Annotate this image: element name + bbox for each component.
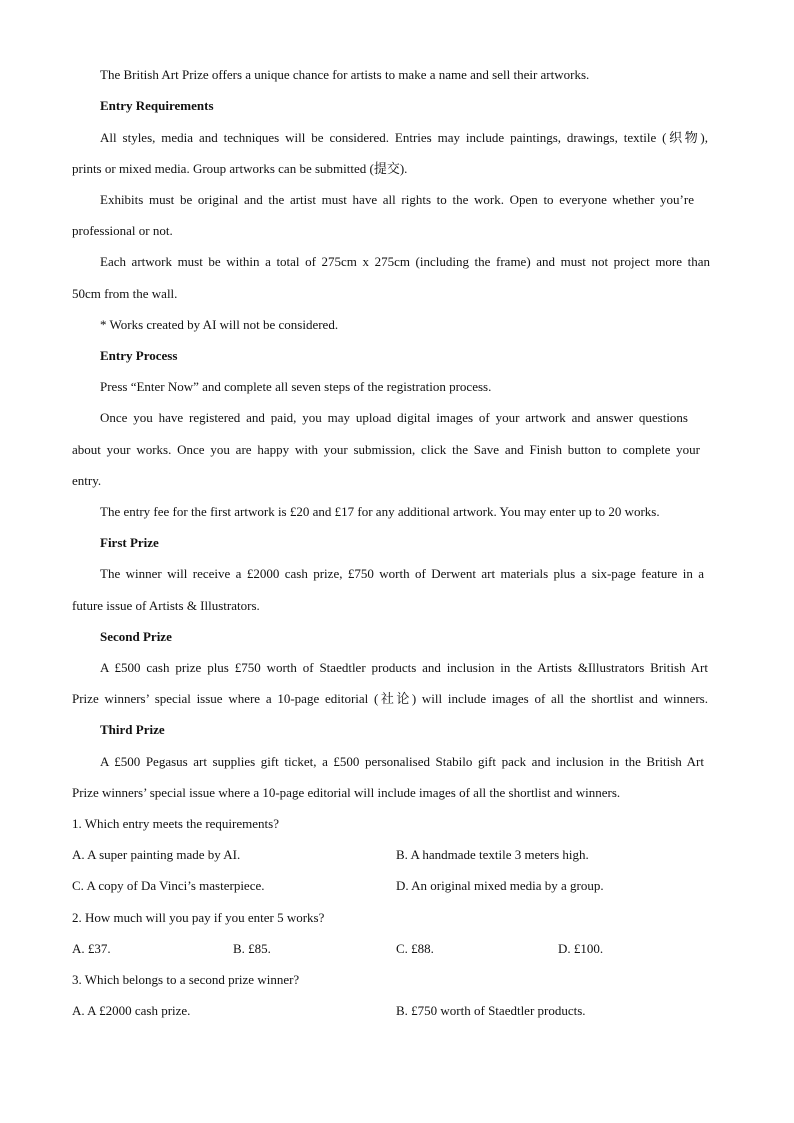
process-paragraph-2-line-1: Once you have registered and paid, you may upload digital images of your artwork and answer questions <box>100 410 688 425</box>
question-1-option-b: B. A handmade textile 3 meters high. <box>396 847 589 862</box>
question-1-option-c: C. A copy of Da Vinci’s masterpiece. <box>72 878 265 893</box>
question-3-stem: 3. Which belongs to a second prize winner? <box>72 972 300 987</box>
second-prize-line-1: A £500 cash prize plus £750 worth of Staedtler products and inclusion in the Artists &Illustrators British Art <box>100 660 708 675</box>
process-paragraph-2-line-2: about your works. Once you are happy with your submission, click the Save and Finish button to complete your <box>72 442 700 457</box>
requirements-paragraph-2-line-2: professional or not. <box>72 223 173 238</box>
question-2-stem: 2. How much will you pay if you enter 5 works? <box>72 910 325 925</box>
entry-process-heading: Entry Process <box>100 348 178 363</box>
question-1-option-d: D. An original mixed media by a group. <box>396 878 604 893</box>
question-2-option-b: B. £85. <box>233 941 271 956</box>
requirements-paragraph-1-line-2: prints or mixed media. Group artworks can be submitted (提交). <box>72 161 408 176</box>
question-3-option-b: B. £750 worth of Staedtler products. <box>396 1003 586 1018</box>
process-paragraph-2-line-3: entry. <box>72 473 102 488</box>
third-prize-heading: Third Prize <box>100 722 165 737</box>
first-prize-line-2: future issue of Artists & Illustrators. <box>72 598 260 613</box>
question-1-option-a: A. A super painting made by AI. <box>72 847 241 862</box>
intro-paragraph: The British Art Prize offers a unique chance for artists to make a name and sell their artworks. <box>100 67 590 82</box>
second-prize-line-2: Prize winners’ special issue where a 10-page editorial (社论) will include images of all the shortlist and winners. <box>72 691 708 706</box>
question-2-option-c: C. £88. <box>396 941 434 956</box>
question-1-stem: 1. Which entry meets the requirements? <box>72 816 279 831</box>
question-2-option-d: D. £100. <box>558 941 604 956</box>
third-prize-line-2: Prize winners’ special issue where a 10-page editorial will include images of all the shortlist and winners. <box>72 785 621 800</box>
requirements-paragraph-2-line-1: Exhibits must be original and the artist must have all rights to the work. Open to everyone whether you’re <box>100 192 694 207</box>
first-prize-line-1: The winner will receive a £2000 cash prize, £750 worth of Derwent art materials plus a six-page feature in a <box>100 566 704 581</box>
first-prize-heading: First Prize <box>100 535 159 550</box>
process-paragraph-1: Press “Enter Now” and complete all seven steps of the registration process. <box>100 379 492 394</box>
ai-works-note: * Works created by AI will not be considered. <box>100 317 339 332</box>
third-prize-line-1: A £500 Pegasus art supplies gift ticket, a £500 personalised Stabilo gift pack and inclusion in the British Art <box>100 754 704 769</box>
question-3-option-a: A. A £2000 cash prize. <box>72 1003 191 1018</box>
second-prize-heading: Second Prize <box>100 629 172 644</box>
requirements-paragraph-1-line-1: All styles, media and techniques will be considered. Entries may include paintings, drawings, textile (织物), <box>100 130 708 145</box>
requirements-paragraph-3-line-1: Each artwork must be within a total of 275cm x 275cm (including the frame) and must not project more than <box>100 254 710 269</box>
question-2-option-a: A. £37. <box>72 941 111 956</box>
entry-requirements-heading: Entry Requirements <box>100 98 214 113</box>
requirements-paragraph-3-line-2: 50cm from the wall. <box>72 286 178 301</box>
entry-fee-paragraph: The entry fee for the first artwork is £20 and £17 for any additional artwork. You may enter up to 20 works. <box>100 504 660 519</box>
